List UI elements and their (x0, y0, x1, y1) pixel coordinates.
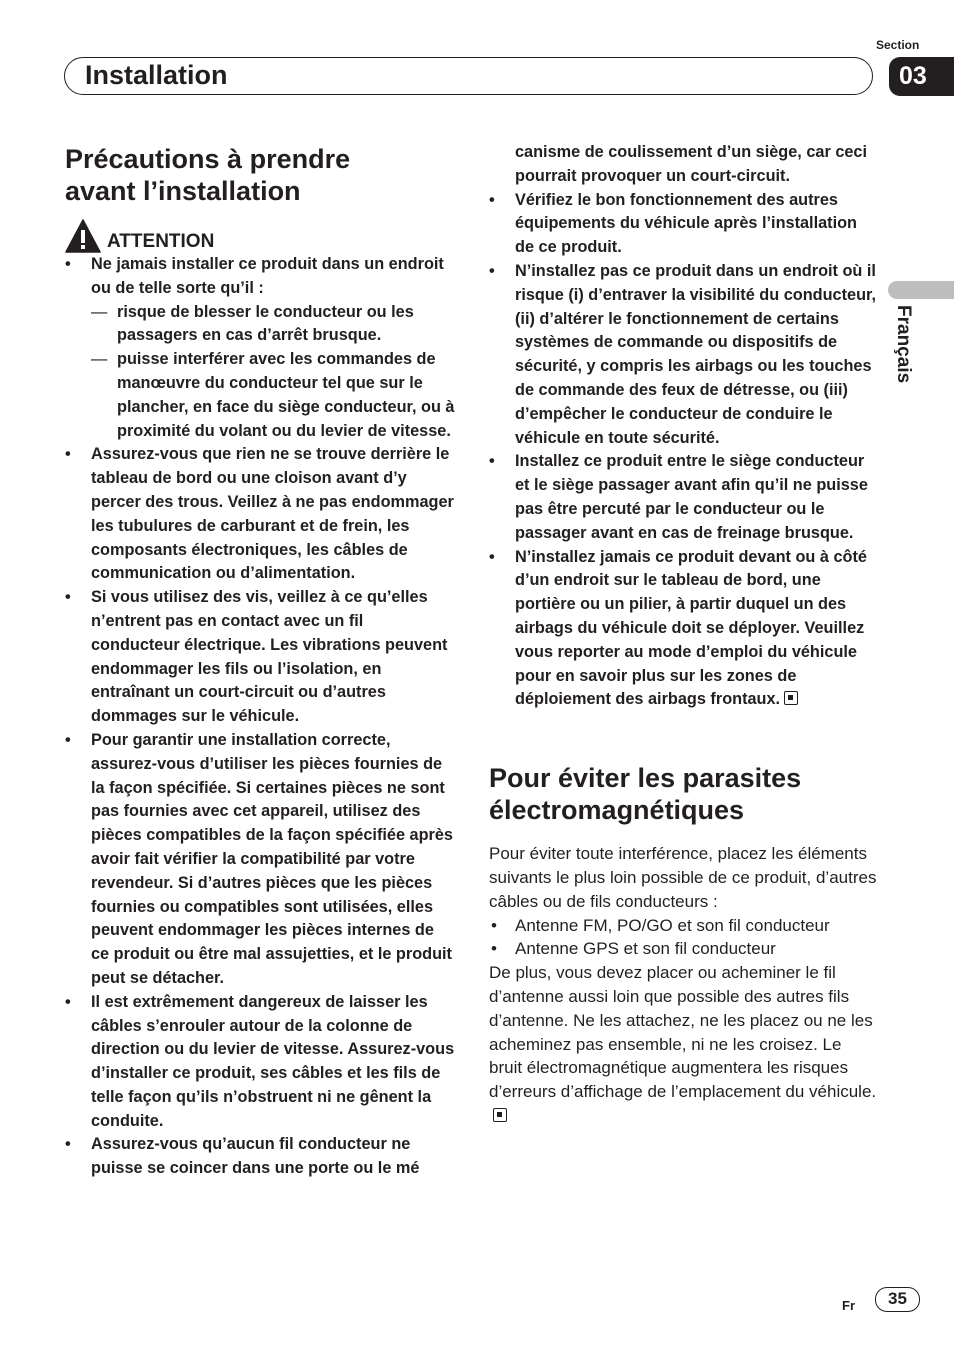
sub-list-item: — risque de blesser le conducteur ou les passagers en cas d’arrêt brusque. (91, 302, 414, 345)
list-item: • N’installez jamais ce produit devant ou à côté d’un endroit sur le tableau de bord, une portière ou un pilier, à partir duquel un des airbags du véhicule doit se déployer. Veuillez vous reporter au mode d’emploi du véhicule pour en savoir plus sur les zones de déploiement des airbags frontaux. (489, 547, 867, 709)
list-item: • Il est extrêmement dangereux de laisser les câbles s’enrouler autour de la colonne de direction ou du levier de vitesse. Assurez-vous d’installer ce produit, ses câbles et les fils de telle façon qu’ils n’obstruent ni ne gênent la conduite. (65, 992, 455, 1130)
precautions-title-line2: avant l’installation (65, 176, 301, 206)
precautions-list-continued (489, 189, 879, 713)
end-mark-icon (784, 691, 798, 705)
list-item-text: Vérifiez le bon fonctionnement des autres équipements du véhicule après l’installation de ce produit. (515, 190, 857, 257)
sub-list (91, 301, 455, 444)
footer-lang-code: Fr (842, 1298, 855, 1313)
interference-title (489, 762, 879, 826)
interference-title-line1: Pour éviter les parasites (489, 763, 802, 794)
list-item-text: Antenne GPS et son fil conducteur (515, 939, 776, 959)
attention-label: ATTENTION (107, 231, 215, 252)
precautions-title-line1: Précautions à prendre (65, 144, 351, 174)
end-mark-icon (493, 1108, 507, 1122)
list-item: • Vérifiez le bon fonctionnement des autres équipements du véhicule après l’installation de ce produit. (489, 190, 857, 257)
interference-body (489, 961, 879, 1128)
precautions-title (65, 143, 455, 207)
list-item: • Assurez-vous qu’aucun fil conducteur ne puisse se coincer dans une porte ou le mé (65, 1135, 420, 1178)
interference-body-text: De plus, vous devez placer ou acheminer le fil d’antenne aussi loin que possible des autres fils d’antenne. Ne les attachez, ne les placez ou ne les acheminez pas ensemble, ni ne les croisez. Le bruit électromagnétique augmentera les risques d’erreurs d’affichage de l’emplacement du véhicule. (489, 963, 877, 1102)
list-item: • Ne jamais installer ce produit dans un endroit ou de telle sorte qu’il : — risque de blesser le conducteur ou les passagers en cas d’arrêt brusque. — puisse interférer avec les commandes de manœuvre du conducteur tel que sur le plancher, en face du siège conducteur, ou à proximité du volant ou du levier de vitesse. (65, 253, 455, 443)
list-continuation: canisme de coulissement d’un siège, car ceci pourrait provoquer un court-circuit. (515, 143, 868, 185)
list-item: • Antenne FM, PO/GO et son fil conducteur (491, 915, 830, 935)
warning-icon (65, 219, 101, 253)
list-item: • Si vous utilisez des vis, veillez à ce qu’elles n’entrent pas en contact avec un fil conducteur électrique. Les vibrations peuvent endommager les fils ou l’isolation, en entraînant un court-circuit ou d’autres dommages sur le véhicule. (65, 588, 448, 726)
list-item-text: Assurez-vous que rien ne se trouve derrière le tableau de bord ou une cloison avant d’y percer des trous. Veillez à ne pas endommager les tubulures de carburant et de frein, les composants électroniques, les câbles de communication ou d’alimentation. (91, 445, 454, 583)
attention-heading (65, 219, 455, 253)
list-item-text: N’installez pas ce produit dans un endroit où il risque (i) d’entraver la visibilité du conducteur, (ii) d’altérer le fonctionnement de certains systèmes de commande ou dispositifs de sécurité, y compris les airbags ou les touches de commande des feux de détresse, ou (iii) d’empêcher le conducteur de conduire le véhicule en toute sécurité. (515, 261, 876, 447)
list-item: • Antenne GPS et son fil conducteur (491, 939, 776, 959)
sub-list-item: — puisse interférer avec les commandes de manœuvre du conducteur tel que sur le plancher, en face du siège conducteur, ou à proximité du volant ou du levier de vitesse. (91, 350, 455, 440)
interference-intro: Pour éviter toute interférence, placez les éléments suivants le plus loin possible de ce produit, d’autres câbles ou de fils conducteurs : (489, 844, 877, 911)
header-title: Installation (85, 60, 228, 90)
list-item: • N’installez pas ce produit dans un endroit où il risque (i) d’entraver la visibilité du conducteur, (ii) d’altérer le fonctionnement de certains systèmes de commande ou dispositifs de sécurité, y compris les airbags ou les touches de commande des feux de détresse, ou (iii) d’empêcher le conducteur de conduire le véhicule en toute sécurité. (489, 261, 876, 447)
language-label: Français (893, 305, 914, 384)
language-tab (888, 281, 954, 299)
list-item-text: Ne jamais installer ce produit dans un endroit ou de telle sorte qu’il : (91, 255, 444, 297)
list-item-text: Pour garantir une installation correcte, assurez-vous d’utiliser les pièces fournies de la façon spécifiée. Si certaines pièces ne sont pas fournies avec cet appareil, utilisez des pièces compatibles de la façon spécifiée après avoir fait vérifier la compatibilité par votre revendeur. Si d’autres pièces que les pièces fournies ou compatibles sont utilisées, elles peuvent endommager les pièces internes de ce produit ou être mal assujetties, et le produit peut se détacher. (91, 730, 453, 987)
list-item-text: Il est extrêmement dangereux de laisser les câbles s’enrouler autour de la colonne de direction ou du levier de vitesse. Assurez-vous d’installer ce produit, ses câbles et les fils de telle façon qu’ils n’obstruent ni ne gênent la conduite. (91, 992, 455, 1130)
interference-list (489, 914, 879, 962)
list-item: • Installez ce produit entre le siège conducteur et le siège passager avant afin qu’il ne puisse pas être percuté par le conducteur ou le passager avant en cas de freinage brusque. (489, 452, 868, 542)
section-number-badge: 03 (889, 57, 954, 96)
sub-list-item-text: puisse interférer avec les commandes de manœuvre du conducteur tel que sur le plancher, en face du siège conducteur, ou à proximité du volant ou du levier de vitesse. (117, 350, 455, 440)
list-item-text: Antenne FM, PO/GO et son fil conducteur (515, 915, 830, 935)
header-bar (64, 57, 873, 95)
right-column (489, 143, 879, 1128)
list-item-text: Si vous utilisez des vis, veillez à ce qu’elles n’entrent pas en contact avec un fil conducteur électrique. Les vibrations peuvent endommager les fils ou l’isolation, en entraînant un court-circuit ou d’autres dommages sur le véhicule. (91, 588, 448, 726)
section-label: Section (876, 38, 920, 52)
list-item-text: Assurez-vous qu’aucun fil conducteur ne puisse se coincer dans une porte ou le mé (91, 1135, 420, 1178)
list-item: • Pour garantir une installation correcte, assurez-vous d’utiliser les pièces fournies de la façon spécifiée. Si certaines pièces ne sont pas fournies avec cet appareil, utilisez des pièces compatibles de la façon spécifiée après avoir fait vérifier la compatibilité par votre revendeur. Si d’autres pièces que les pièces fournies ou compatibles sont utilisées, elles peuvent endommager les pièces internes de ce produit ou être mal assujetties, et le produit peut se détacher. (65, 730, 453, 987)
list-item-text: Installez ce produit entre le siège conducteur et le siège passager avant afin qu’il ne puisse pas être percuté par le conducteur ou le passager avant en cas de freinage brusque. (515, 452, 868, 542)
interference-title-line2: électromagnétiques (489, 795, 745, 826)
left-column (65, 143, 455, 1181)
sub-list-item-text: risque de blesser le conducteur ou les passagers en cas d’arrêt brusque. (117, 302, 414, 345)
page-number: 35 (875, 1287, 920, 1312)
precautions-list (65, 253, 455, 1181)
list-item: • Assurez-vous que rien ne se trouve derrière le tableau de bord ou une cloison avant d’y percer des trous. Veillez à ne pas endommager les tubulures de carburant et de frein, les composants électroniques, les câbles de communication ou d’alimentation. (65, 445, 454, 583)
list-item-text: N’installez jamais ce produit devant ou à côté d’un endroit sur le tableau de bord, une portière ou un pilier, à partir duquel un des airbags du véhicule doit se déployer. Veuillez vous reporter au mode d’emploi du véhicule pour en savoir plus sur les zones de déploiement des airbags frontaux. (515, 547, 867, 709)
